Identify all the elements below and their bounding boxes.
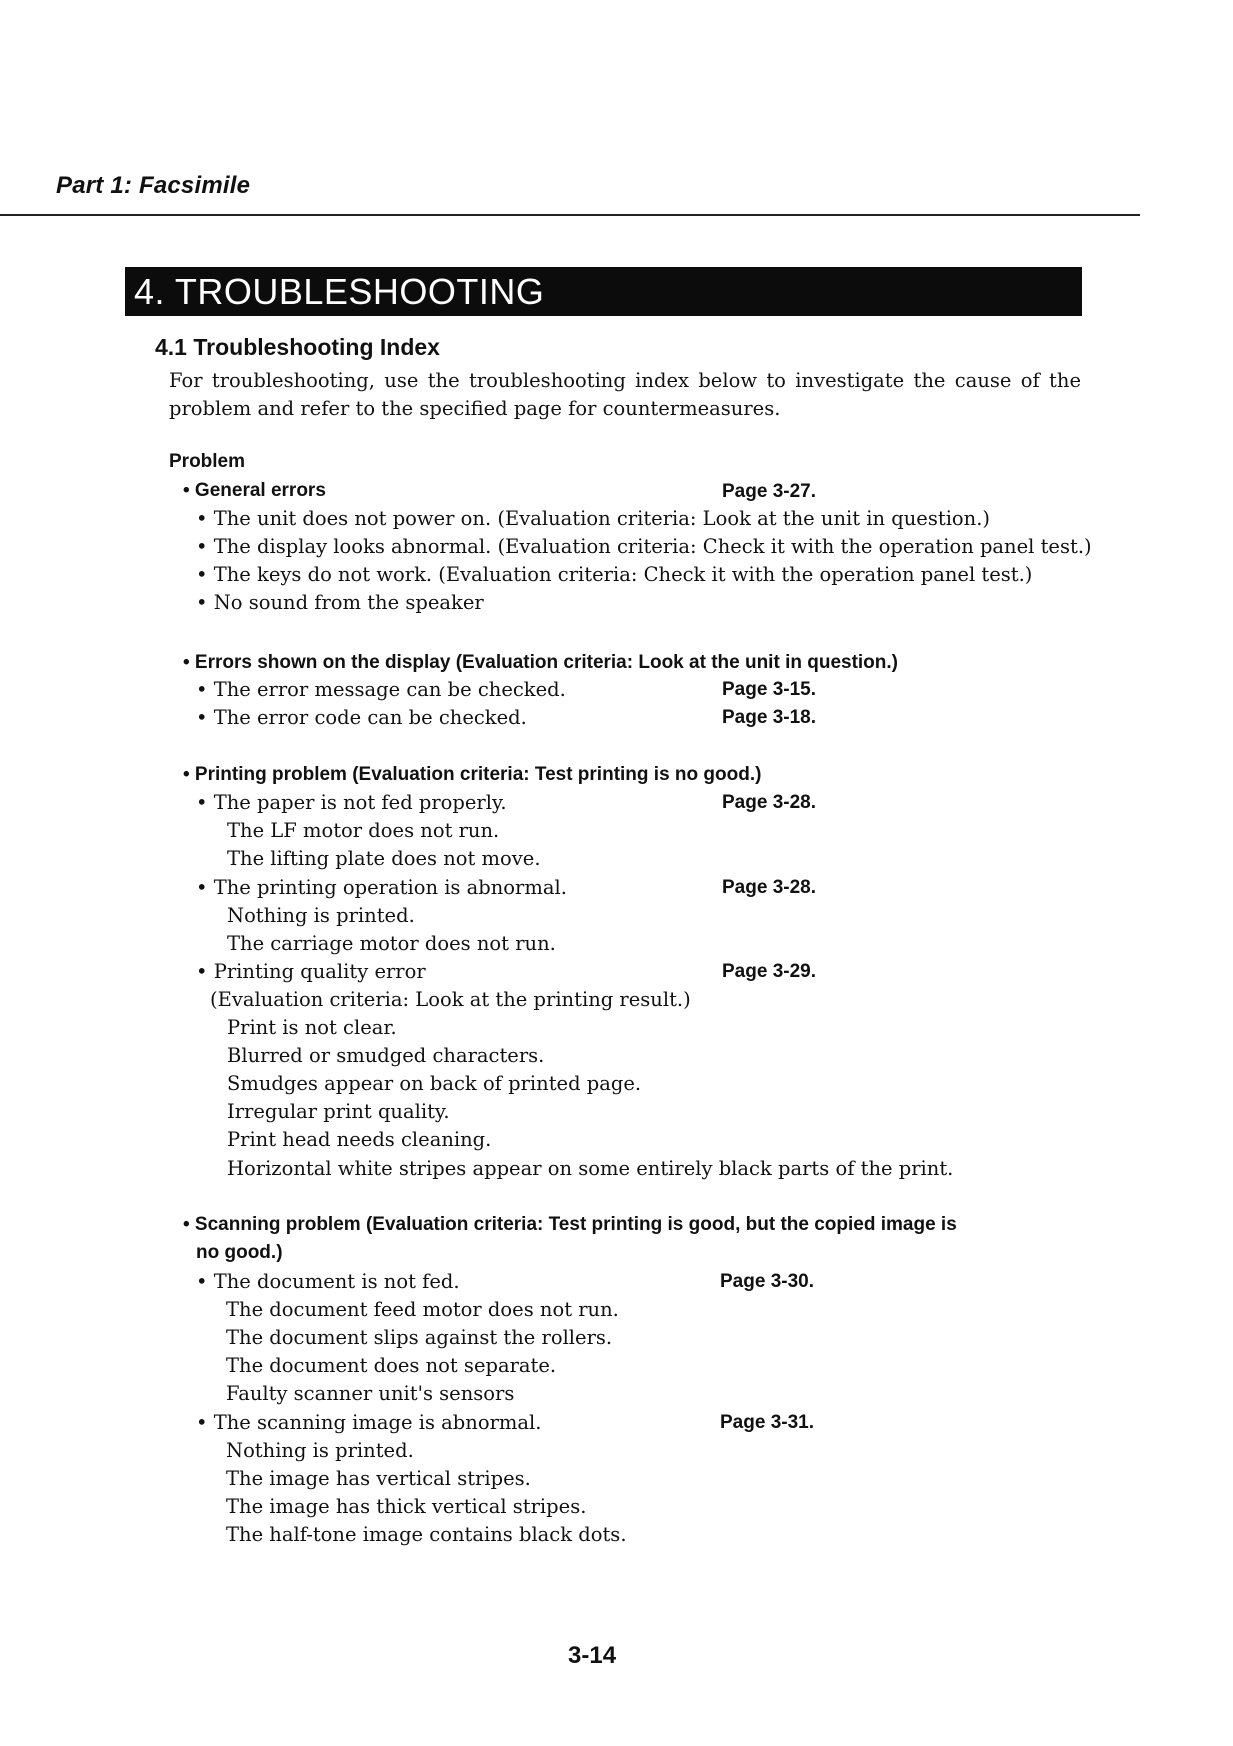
printing-detail: Print is not clear. [227, 1016, 397, 1039]
section-title: 4. TROUBLESHOOTING [125, 267, 1082, 316]
scanning-detail: The half-tone image contains black dots. [226, 1523, 627, 1546]
printing-detail: Irregular print quality. [227, 1100, 450, 1123]
printing-detail: Blurred or smudged characters. [227, 1044, 545, 1067]
scanning-detail: The image has thick vertical stripes. [226, 1495, 587, 1518]
category-display-errors: • Errors shown on the display (Evaluation criteria: Look at the unit in question.) [183, 652, 899, 673]
printing-detail: Nothing is printed. [227, 904, 415, 927]
page-ref-document-feed: Page 3-30. [720, 1271, 814, 1292]
display-item: • The error code can be checked. [196, 706, 527, 729]
printing-detail: The lifting plate does not move. [227, 847, 541, 870]
scanning-detail: The document feed motor does not run. [226, 1298, 619, 1321]
printing-detail: The LF motor does not run. [227, 819, 500, 842]
part-header: Part 1: Facsimile [56, 172, 251, 199]
printing-criteria: (Evaluation criteria: Look at the printing result.) [210, 988, 691, 1011]
problem-heading: Problem [169, 451, 246, 472]
printing-detail: Smudges appear on back of printed page. [227, 1072, 642, 1095]
page-ref-general-errors: Page 3-27. [722, 481, 816, 502]
scanning-detail: The image has vertical stripes. [226, 1467, 531, 1490]
scanning-item: • The document is not fed. [196, 1270, 460, 1293]
scanning-detail: The document does not separate. [226, 1354, 557, 1377]
scanning-detail: Nothing is printed. [226, 1439, 414, 1462]
scanning-detail: Faulty scanner unit's sensors [226, 1382, 515, 1405]
page-ref-scanning-image: Page 3-31. [720, 1412, 814, 1433]
general-item: • No sound from the speaker [196, 591, 484, 614]
scanning-detail: The document slips against the rollers. [226, 1326, 613, 1349]
category-scanning-problem: • Scanning problem (Evaluation criteria: Test printing is good, but the copied image is [183, 1214, 957, 1235]
general-item: • The unit does not power on. (Evaluation criteria: Look at the unit in question.) [196, 507, 991, 530]
printing-item: • Printing quality error [196, 960, 426, 983]
page-ref-error-code: Page 3-18. [722, 707, 816, 728]
printing-detail: Print head needs cleaning. [227, 1128, 492, 1151]
category-printing-problem: • Printing problem (Evaluation criteria: Test printing is no good.) [183, 764, 762, 785]
display-item: • The error message can be checked. [196, 678, 566, 701]
page-ref-print-quality: Page 3-29. [722, 961, 816, 982]
scanning-item: • The scanning image is abnormal. [196, 1411, 542, 1434]
page-number: 3-14 [568, 1642, 617, 1669]
header-rule [0, 214, 1140, 216]
printing-detail: The carriage motor does not run. [227, 932, 556, 955]
page-ref-error-message: Page 3-15. [722, 679, 816, 700]
printing-detail: Horizontal white stripes appear on some entirely black parts of the print. [227, 1157, 954, 1180]
page-ref-printing-operation: Page 3-28. [722, 877, 816, 898]
subsection-title: 4.1 Troubleshooting Index [155, 334, 440, 360]
general-item: • The display looks abnormal. (Evaluation criteria: Check it with the operation panel test.) [196, 535, 1092, 558]
printing-item: • The printing operation is abnormal. [196, 876, 567, 899]
printing-item: • The paper is not fed properly. [196, 791, 507, 814]
page-ref-paper-feed: Page 3-28. [722, 792, 816, 813]
general-item: • The keys do not work. (Evaluation criteria: Check it with the operation panel test.) [196, 563, 1033, 586]
category-general-errors: • General errors [183, 480, 326, 501]
category-scanning-problem-cont: no good.) [196, 1242, 283, 1263]
intro-paragraph: For troubleshooting, use the troubleshooting index below to investigate the cause of the problem and refer to the specified page for countermeasures. [169, 369, 1081, 420]
